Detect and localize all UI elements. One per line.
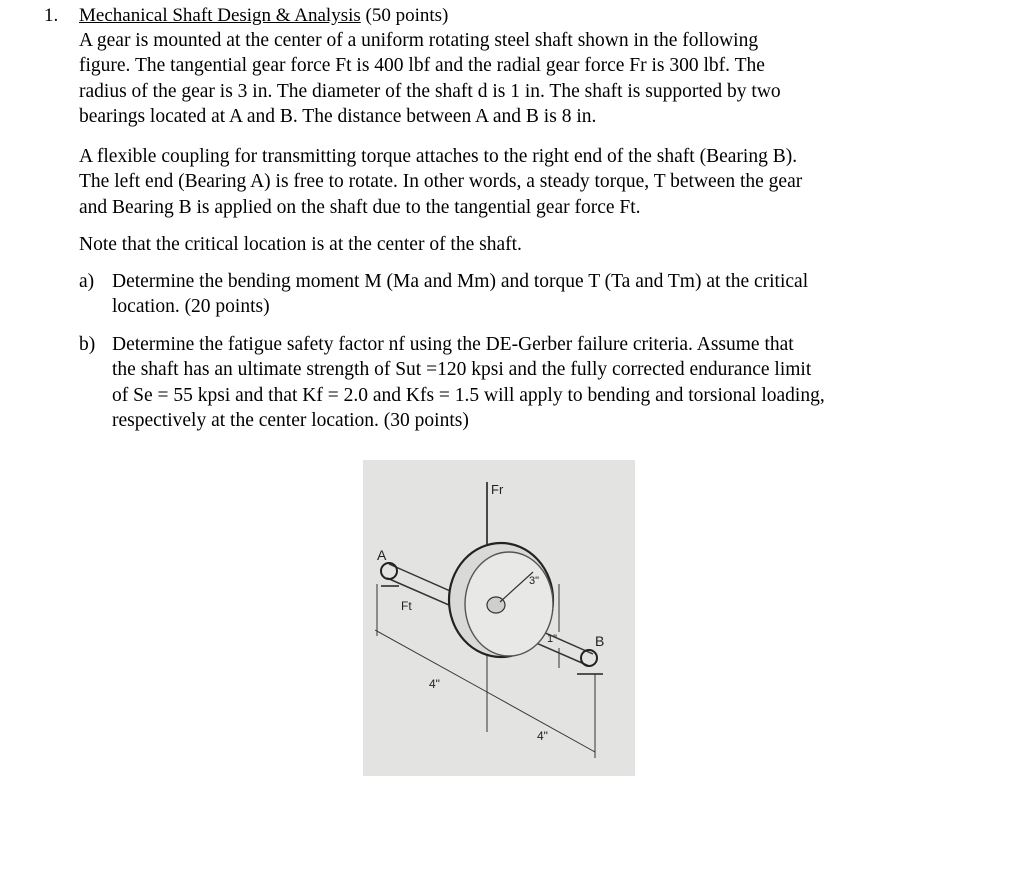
paragraph-line: A gear is mounted at the center of a uniform rotating steel shaft shown in the following: [79, 30, 759, 51]
problem-points: (50 points): [365, 5, 449, 26]
paragraph-line: figure. The tangential gear force Ft is 400 lbf and the radial gear force Fr is 300 lbf. The: [79, 55, 765, 77]
fr-label: Fr: [491, 482, 504, 497]
question-line: respectively at the center location. (30 points): [112, 409, 469, 431]
question-b-label: b): [79, 334, 96, 355]
radius-label: 3": [529, 575, 540, 587]
note-line: Note that the critical location is at the center of the shaft.: [79, 234, 522, 255]
problem-heading: [79, 4, 448, 28]
paragraph-note: [79, 232, 929, 257]
question-line: Determine the fatigue safety factor nf using the DE-Gerber failure criteria. Assume that: [112, 334, 794, 355]
paragraph-line: bearings located at A and B. The distance between A and B is 8 in.: [79, 105, 597, 127]
shaft-sketch: [363, 460, 635, 776]
right-length-label: 4": [537, 729, 548, 743]
problem-title: Mechanical Shaft Design & Analysis: [79, 5, 361, 26]
question-line: Determine the bending moment M (Ma and Mm) and torque T (Ta and Tm) at the critical: [112, 271, 809, 292]
question-line: location. (20 points): [112, 296, 270, 318]
bearing-a-label: A: [377, 547, 387, 563]
paragraph-coupling: [79, 144, 929, 220]
shaft-figure: [363, 460, 635, 776]
question-line: of Se = 55 kpsi and that Kf = 2.0 and Kfs = 1.5 will apply to bending and torsional loading,: [112, 384, 825, 406]
paragraph-line: radius of the gear is 3 in. The diameter of the shaft d is 1 in. The shaft is supported by two: [79, 80, 781, 102]
left-length-label: 4": [429, 677, 440, 691]
ft-label: Ft: [401, 599, 412, 613]
paragraph-line: The left end (Bearing A) is free to rotate. In other words, a steady torque, T between the gear: [79, 171, 803, 193]
paragraph-description: [79, 28, 929, 129]
diameter-label: 1": [547, 633, 558, 645]
paragraph-line: A flexible coupling for transmitting torque attaches to the right end of the shaft (Bearing B).: [79, 146, 798, 167]
question-line: the shaft has an ultimate strength of Sut =120 kpsi and the fully corrected endurance limit: [112, 359, 812, 381]
problem-number: 1.: [44, 5, 59, 26]
paragraph-line: and Bearing B is applied on the shaft due to the tangential gear force Ft.: [79, 196, 641, 218]
question-a-label: a): [79, 271, 95, 292]
bearing-b-label: B: [595, 633, 605, 649]
gear-face: [465, 552, 553, 656]
